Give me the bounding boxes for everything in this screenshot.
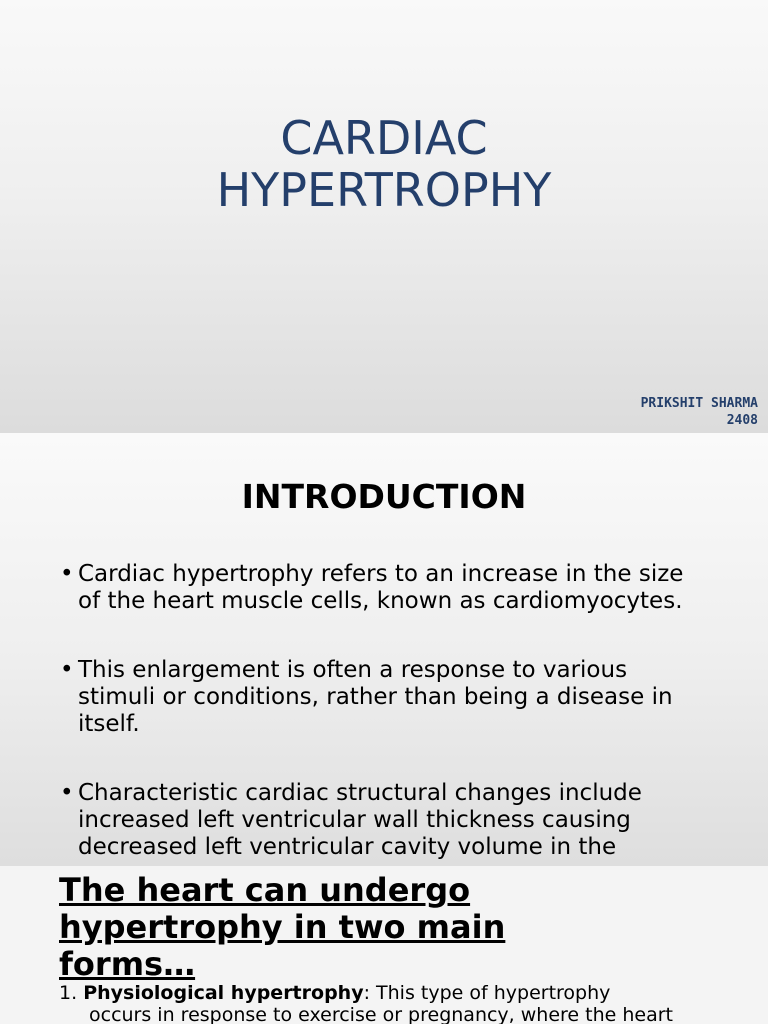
title-line-2: HYPERTROPHY (216, 163, 552, 217)
slide-heading: The heart can undergo hypertrophy in two main forms… (59, 871, 506, 983)
bullet-item (60, 561, 710, 615)
introduction-slide (0, 433, 768, 866)
title-line-1: CARDIAC (280, 111, 488, 165)
slide-title (0, 112, 768, 216)
list-number: 1. (59, 982, 78, 1004)
title-slide (0, 0, 768, 433)
author-block (641, 395, 758, 429)
list-item-line (59, 982, 719, 1004)
author-number: 2408 (726, 413, 758, 428)
list-text-continuation: occurs in response to exercise or pregnancy, where the heart (89, 1004, 673, 1024)
forms-slide (0, 866, 768, 1024)
list-text: : This type of hypertrophy (363, 982, 611, 1004)
bullet-text: Cardiac hypertrophy refers to an increase in the size of the heart muscle cells, known as cardiomyocytes. (78, 561, 684, 614)
bullet-item (60, 780, 710, 861)
bullet-marker: • (60, 657, 74, 683)
bullet-text: This enlargement is often a response to various stimuli or conditions, rather than being a disease in itself. (78, 657, 673, 737)
author-name: PRIKSHIT SHARMA (640, 396, 758, 411)
numbered-list (59, 982, 719, 1024)
bullet-marker: • (60, 780, 74, 806)
bullet-item (60, 657, 710, 738)
list-item (59, 982, 719, 1024)
bullet-marker: • (60, 561, 74, 587)
bullet-text: Characteristic cardiac structural changes include increased left ventricular wall thickness causing decreased left ventricular cavity volume in the (78, 780, 642, 860)
bullet-list (60, 561, 710, 866)
slide-heading: INTRODUCTION (241, 477, 527, 516)
list-term: Physiological hypertrophy (83, 982, 364, 1004)
